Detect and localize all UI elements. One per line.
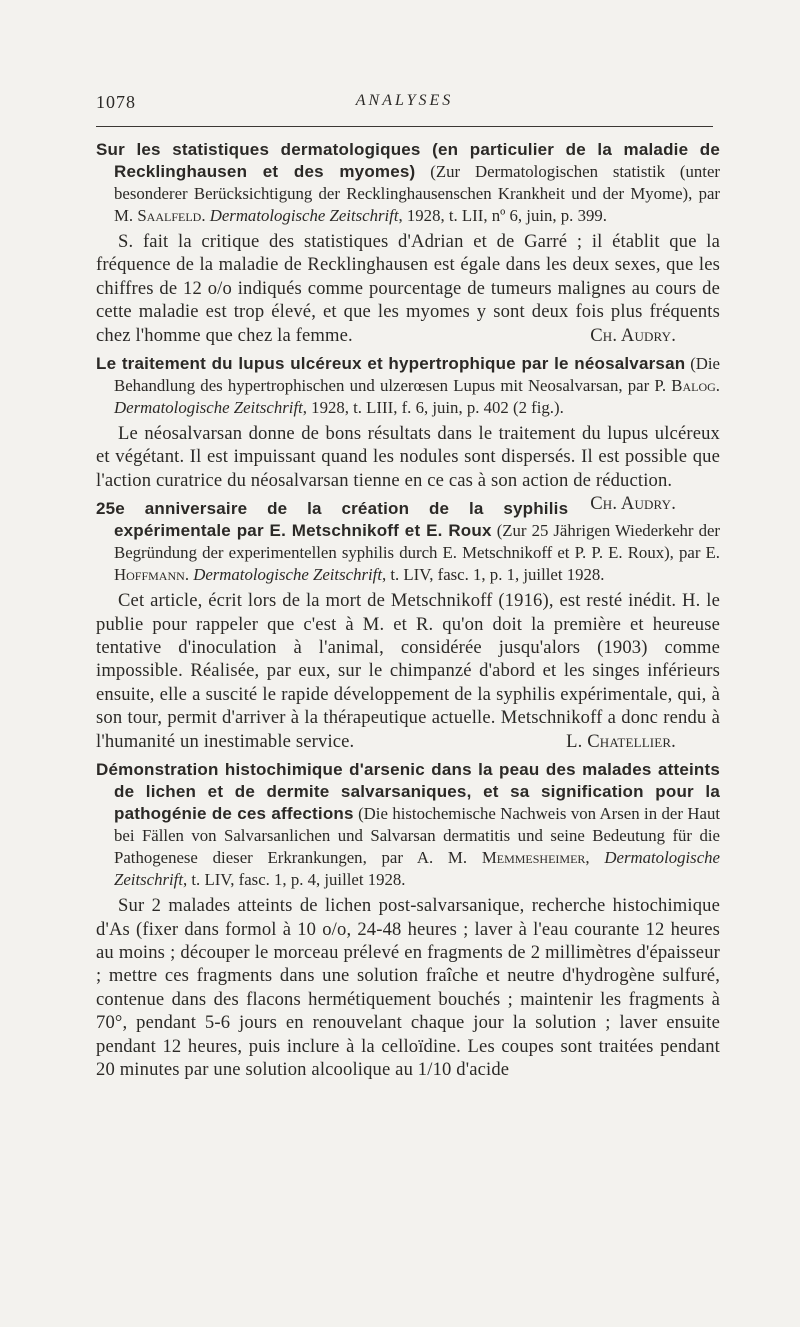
reference-details: (Zur 25 Jährigen Wiederkehr der Begründung der experimentellen syphilis durch E. Metschnikoff et P. P. E. Roux), par E. bbox=[114, 521, 720, 563]
abstract-text: Le néosalvarsan donne de bons résultats dans le traitement du lupus ulcéreux et végétant. Il est impuissant quand les nodules sont dispersés. Il est possible que l'action curatrice du néosalvarsan tienne en ce cas à son action de réduction. bbox=[96, 423, 720, 491]
abstract-text: Cet article, écrit lors de la mort de Metschnikoff (1916), est resté inédit. H. le publie pour rappeler que c'est à M. et R. qu'on doit la première et heureuse tentative d'inoculation à l'animal, considérée jusqu'alors (1903) comme impossible. Réalisée, par eux, sur le chimpanzé d'abord et les singes inférieurs ensuite, elle a suscité le rapide développement de la syphilis expérimentale, qui, à son tour, permit d'arriver à la thérapeutique actuelle. Metschnikoff a donc rendu à l'humanité un inestimable service. bbox=[96, 590, 720, 752]
page-number: 1078 bbox=[96, 92, 136, 112]
abstract-body bbox=[96, 589, 720, 753]
journal-name: Dermatologische Zeitschrift bbox=[114, 848, 720, 890]
reviewer-signature: L. Chatellier. bbox=[566, 730, 676, 752]
author-name: Balog bbox=[671, 376, 716, 396]
reference-details: (Die histochemische Nachweis von Arsen in der Haut bei Fällen von Salvarsanlichen und Salvarsan dermatitis und seine Bedeutung für die Pathogenese dieser Erkrankungen, par A. M. bbox=[114, 804, 720, 868]
abstract-1 bbox=[96, 139, 720, 347]
abstract-reference: Démonstration histochimique d'arsenic dans la peau des malades atteints de lichen et de dermite salvarsaniques, et sa signification pour la pathogénie de ces affections (Die histochemische Nachweis von Arsen in der Haut bei Fällen von Salvarsanlichen und Salvarsan dermatitis und seine Bedeutung für die Pathogenese dieser Erkrankungen, par A. M. Memmesheimer, Dermatologische Zeitschrift, t. LIV, fasc. 1, p. 4, juillet 1928. bbox=[96, 760, 720, 890]
abstract-2 bbox=[96, 353, 721, 515]
abstract-title: Sur les statistiques dermatologiques (en particulier de la maladie de Recklinghausen et des myomes) bbox=[96, 140, 720, 181]
reviewer-signature: Ch. Audry. bbox=[590, 324, 676, 346]
running-head: ANALYSES bbox=[355, 92, 454, 109]
abstract-title: 25e anniversaire de la création de la syphilis expérimentale par E. Metschnikoff et E. Roux bbox=[96, 499, 569, 541]
author-name: Hoffmann bbox=[114, 565, 185, 585]
abstract-reference: 25e anniversaire de la création de la syphilis expérimentale par E. Metschnikoff et E. Roux (Zur 25 Jährigen Wiederkehr der Begründung der experimentellen syphilis durch E. Metschnikoff et P. P. E. Roux), par E. Hoffmann. Dermatologische Zeitschrift, t. LIV, fasc. 1, p. 1, juillet 1928. bbox=[96, 499, 720, 585]
reference-details: (Die Behandlung des hypertrophischen und ulzerœsen Lupus mit Neosalvarsan, par P. bbox=[114, 354, 721, 396]
journal-name: Dermatologische Zeitschrift bbox=[114, 398, 303, 418]
abstract-4 bbox=[96, 759, 720, 1081]
reviewer-signature: Ch. Audry. bbox=[590, 493, 676, 515]
abstract-3 bbox=[96, 498, 720, 753]
citation-details: , 1928, t. LIII, f. 6, juin, p. 402 (2 fig.). bbox=[302, 398, 564, 418]
page-content bbox=[96, 139, 720, 1087]
abstract-body bbox=[96, 894, 720, 1081]
author-name: Saalfeld bbox=[137, 206, 202, 225]
abstract-body bbox=[96, 422, 720, 515]
abstract-text: S. fait la critique des statistiques d'Adrian et de Garré ; il établit que la fréquence de la maladie de Recklinghausen est égale dans les deux sexes, que les chiffres de 12 o/o indiqués comme pourcentage de tumeurs malignes au cours de cette maladie est trop élevé, et que les myomes y sont deux fois plus fréquents chez l'homme que chez la femme. bbox=[96, 231, 720, 346]
abstract-reference: Sur les statistiques dermatologiques (en particulier de la maladie de Recklinghausen et des myomes) (Zur Dermatologischen statistik (unter besonderer Berücksichtigung der Recklinghausenschen Krankheit und der Myome), par M. Saalfeld. Dermatologische Zeitschrift, 1928, t. LII, nº 6, juin, p. 399. bbox=[96, 140, 720, 225]
citation-details: , t. LIV, fasc. 1, p. 4, juillet 1928. bbox=[183, 870, 406, 890]
abstract-text: Sur 2 malades atteints de lichen post-salvarsanique, recherche histochimique d'As (fixer dans formol à 10 o/o, 24-48 heures ; laver à l'eau courante 12 heures au moins ; découper le morceau prélevé en fragments de 2 millimètres d'épaisseur ; mettre ces fragments dans une solution fraîche et neutre d'hydrogène sulfuré, contenue dans des flacons hermétiquement bouchés ; maintenir les fragments à 70°, pendant 5-6 jours en renouvelant chaque jour la solution ; laver ensuite pendant 12 heures, puis inclure à la celloïdine. Les coupes sont traitées pendant 20 minutes par une solution alcoolique au 1/10 d'acide bbox=[96, 895, 720, 1080]
reference-details: (Zur Dermatologischen statistik (unter besonderer Berücksichtigung der Recklinghausenschen Krankheit und der Myome), par M. bbox=[114, 162, 720, 225]
journal-name: Dermatologische Zeitschrift bbox=[193, 565, 382, 585]
author-name: Memmesheimer bbox=[481, 848, 586, 868]
abstract-reference: Le traitement du lupus ulcéreux et hypertrophique par le néosalvarsan (Die Behandlung des hypertrophischen und ulzerœsen Lupus mit Neosalvarsan, par P. Balog. Dermatologische Zeitschrift, 1928, t. LIII, f. 6, juin, p. 402 (2 fig.). bbox=[96, 354, 721, 418]
header-rule bbox=[96, 126, 713, 127]
abstract-title: Le traitement du lupus ulcéreux et hypertrophique par le néosalvarsan bbox=[96, 354, 686, 374]
journal-name: Dermatologische Zeitschrift bbox=[209, 206, 399, 225]
citation-details: , 1928, t. LII, nº 6, juin, p. 399. bbox=[398, 206, 607, 225]
abstract-title: Démonstration histochimique d'arsenic dans la peau des malades atteints de lichen et de dermite salvarsaniques, et sa signification pour la pathogénie de ces affections bbox=[96, 760, 720, 824]
citation-details: , t. LIV, fasc. 1, p. 1, juillet 1928. bbox=[381, 565, 605, 585]
page-header bbox=[96, 92, 713, 114]
abstract-body bbox=[96, 230, 720, 347]
